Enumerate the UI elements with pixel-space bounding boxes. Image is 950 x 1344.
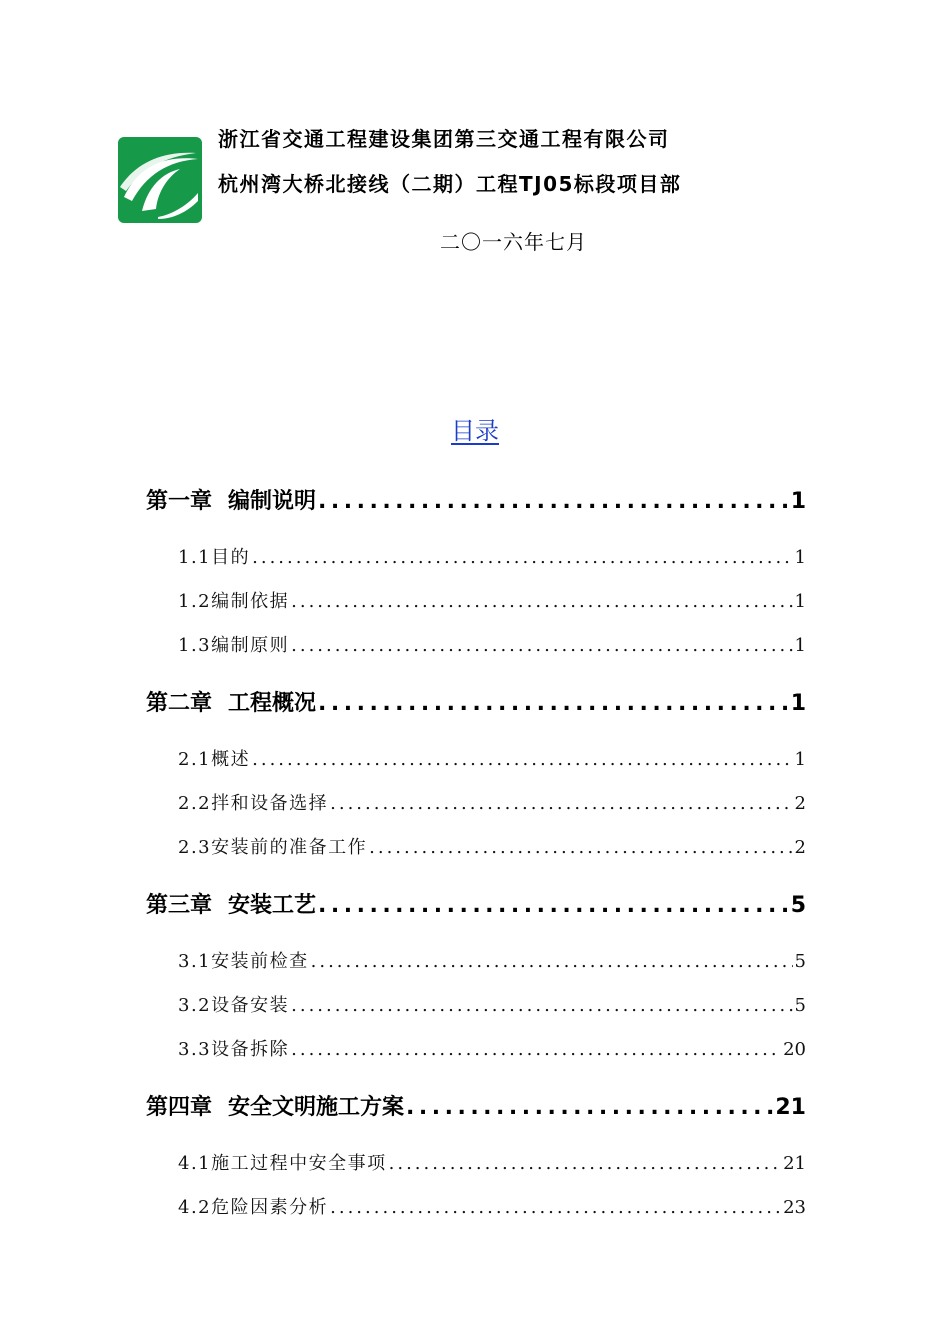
toc-entry-title: 3.1安装前检查 — [178, 951, 309, 972]
toc-entry-title: 1.1目的 — [178, 547, 251, 568]
toc-section-4-2[interactable] — [178, 1193, 806, 1219]
toc-chapter-number: 第二章 — [146, 691, 213, 716]
toc-entry-title: 安装工艺 — [228, 893, 317, 918]
toc-page-number: 1 — [790, 691, 806, 716]
toc-page-number: 1 — [794, 591, 806, 612]
toc-chapter-1[interactable] — [146, 484, 806, 515]
toc-entry-title: 3.2设备安装 — [178, 995, 290, 1016]
toc-entry-title: 1.2编制依据 — [178, 591, 290, 612]
toc-section-2-1[interactable] — [178, 745, 806, 771]
toc-leader-dots — [369, 837, 792, 858]
toc-page-number: 1 — [790, 489, 806, 514]
toc-entry-title: 2.3安装前的准备工作 — [178, 837, 368, 858]
toc-leader-dots — [291, 591, 792, 612]
toc-leader-dots — [389, 1153, 781, 1174]
toc-leader-dots — [252, 547, 792, 568]
toc-leader-dots — [291, 1039, 781, 1060]
toc-page-number: 21 — [783, 1153, 806, 1174]
toc-section-3-3[interactable] — [178, 1035, 806, 1061]
toc-section-1-3[interactable] — [178, 631, 806, 657]
toc-page-number: 5 — [794, 995, 806, 1016]
toc-page-number: 1 — [794, 547, 806, 568]
toc-page-number: 20 — [783, 1039, 806, 1060]
toc-entry-title: 3.3设备拆除 — [178, 1039, 290, 1060]
toc-leader-dots — [311, 951, 793, 972]
toc-entry-title: 工程概况 — [228, 691, 317, 716]
document-date: 二〇一六年七月 — [440, 230, 587, 254]
project-name: 杭州湾大桥北接线（二期）工程TJ05标段项目部 — [218, 172, 682, 196]
toc-entry-title: 2.2拌和设备选择 — [178, 793, 329, 814]
toc-leader-dots — [291, 995, 792, 1016]
toc-section-1-2[interactable] — [178, 587, 806, 613]
toc-entry-title: 4.2危险因素分析 — [178, 1197, 329, 1218]
toc-section-2-3[interactable] — [178, 833, 806, 859]
toc-entry-title: 编制说明 — [228, 489, 317, 514]
toc-entry-title: 1.3编制原则 — [178, 635, 290, 656]
toc-section-3-2[interactable] — [178, 991, 806, 1017]
toc-page-number: 23 — [783, 1197, 806, 1218]
toc-leader-dots — [406, 1095, 773, 1120]
toc-title-link[interactable]: 目录 — [451, 417, 499, 445]
toc-chapter-number: 第一章 — [146, 489, 213, 514]
toc-page-number: 1 — [794, 635, 806, 656]
toc-leader-dots — [330, 793, 792, 814]
toc-entry-title: 安全文明施工方案 — [228, 1095, 405, 1120]
toc-leader-dots — [291, 635, 792, 656]
toc-page-number: 21 — [775, 1095, 806, 1120]
toc-section-1-1[interactable] — [178, 543, 806, 569]
toc-page-number: 2 — [794, 837, 806, 858]
toc-page-number: 2 — [794, 793, 806, 814]
toc-chapter-2[interactable] — [146, 686, 806, 717]
toc-page-number: 5 — [790, 893, 806, 918]
toc-leader-dots — [318, 489, 789, 514]
toc-section-3-1[interactable] — [178, 947, 806, 973]
toc-section-4-1[interactable] — [178, 1149, 806, 1175]
toc-page-number: 1 — [794, 749, 806, 770]
toc-chapter-number: 第四章 — [146, 1095, 213, 1120]
toc-leader-dots — [318, 893, 789, 918]
toc-entry-title: 2.1概述 — [178, 749, 251, 770]
toc-section-2-2[interactable] — [178, 789, 806, 815]
toc-chapter-number: 第三章 — [146, 893, 213, 918]
toc-entry-title: 4.1施工过程中安全事项 — [178, 1153, 387, 1174]
toc-leader-dots — [252, 749, 792, 770]
toc-page-number: 5 — [794, 951, 806, 972]
toc-leader-dots — [330, 1197, 781, 1218]
toc-chapter-3[interactable] — [146, 888, 806, 919]
toc-chapter-4[interactable] — [146, 1090, 806, 1121]
company-name: 浙江省交通工程建设集团第三交通工程有限公司 — [218, 127, 670, 151]
toc-leader-dots — [318, 691, 789, 716]
